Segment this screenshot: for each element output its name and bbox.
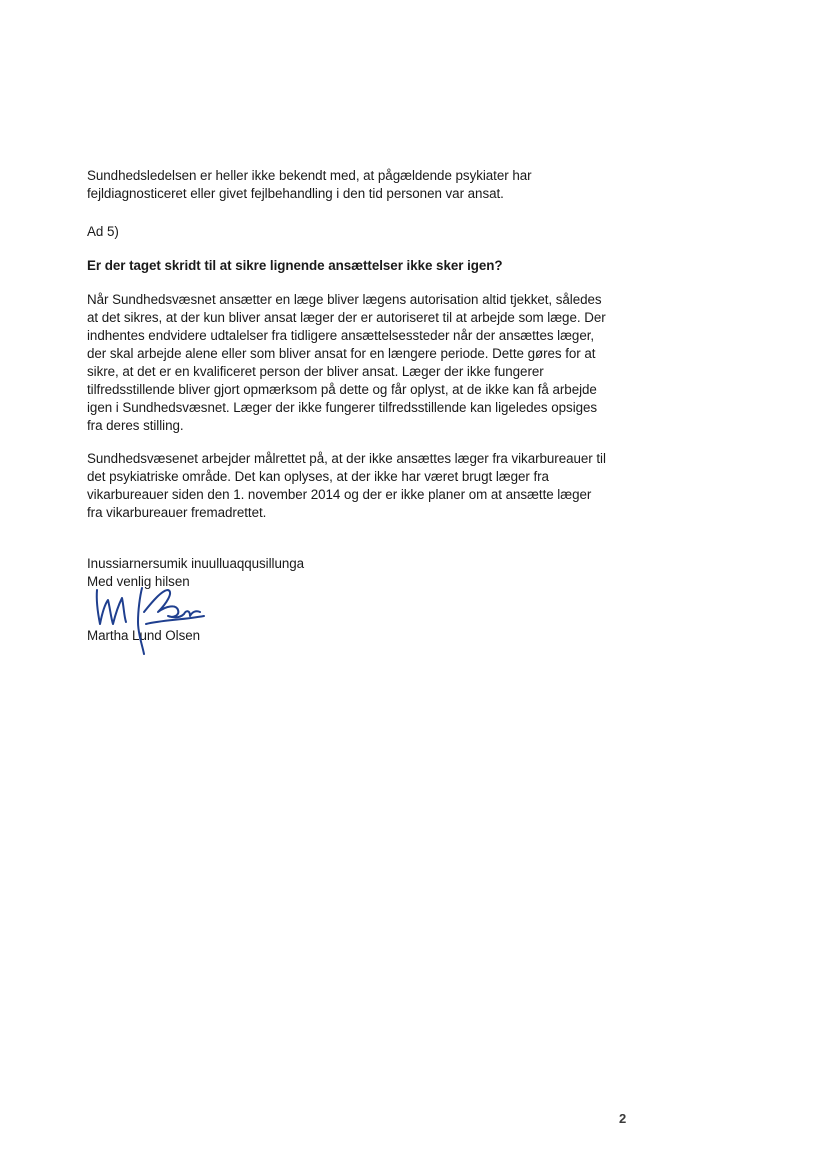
- paragraph-2-line-7: igen i Sundhedsvæsnet. Læger der ikke fungerer tilfredsstillende kan ligeledes opsiges: [87, 400, 598, 415]
- greeting-danish: Med venlig hilsen: [87, 574, 190, 589]
- paragraph-2-line-1: Når Sundhedsvæsnet ansætter en læge bliver lægens autorisation altid tjekket, således: [87, 292, 602, 307]
- paragraph-2-line-3: indhentes endvidere udtalelser fra tidligere ansættelsessteder når der ansættes læger,: [87, 328, 595, 343]
- question-heading: Er der taget skridt til at sikre lignende ansættelser ikke sker igen?: [87, 258, 503, 273]
- paragraph-1-line-2: fejldiagnosticeret eller givet fejlbehandling i den tid personen var ansat.: [87, 186, 504, 201]
- section-label: Ad 5): [87, 224, 119, 239]
- paragraph-3-line-3: vikarbureauer siden den 1. november 2014 og der er ikke planer om at ansætte læger: [87, 487, 592, 502]
- signer-name: Martha Lund Olsen: [87, 628, 201, 643]
- page-number: 2: [619, 1111, 627, 1126]
- paragraph-3-line-1: Sundhedsvæsenet arbejder målrettet på, at der ikke ansættes læger fra vikarbureauer til: [87, 451, 606, 466]
- paragraph-2-line-8: fra deres stilling.: [87, 418, 184, 433]
- greeting-greenlandic: Inussiarnersumik inuulluaqqusillunga: [87, 556, 305, 571]
- paragraph-2-line-2: at det sikres, at der kun bliver ansat læger der er autoriseret til at arbejde som læge. Der: [87, 310, 606, 325]
- paragraph-1-line-1: Sundhedsledelsen er heller ikke bekendt med, at pågældende psykiater har: [87, 168, 532, 183]
- paragraph-2-line-6: tilfredsstillende bliver gjort opmærksom på dette og får oplyst, at de ikke kan få arbejde: [87, 382, 597, 397]
- paragraph-2-line-4: der skal arbejde alene eller som bliver ansat for en længere periode. Dette gøres for at: [87, 346, 596, 361]
- handwritten-signature: [86, 582, 216, 658]
- paragraph-2-line-5: sikre, at det er en kvalificeret person der bliver ansat. Læger der ikke fungerer: [87, 364, 544, 379]
- paragraph-3-line-2: det psykiatriske område. Det kan oplyses, at der ikke har været brugt læger fra: [87, 469, 549, 484]
- paragraph-3-line-4: fra vikarbureauer fremadrettet.: [87, 505, 267, 520]
